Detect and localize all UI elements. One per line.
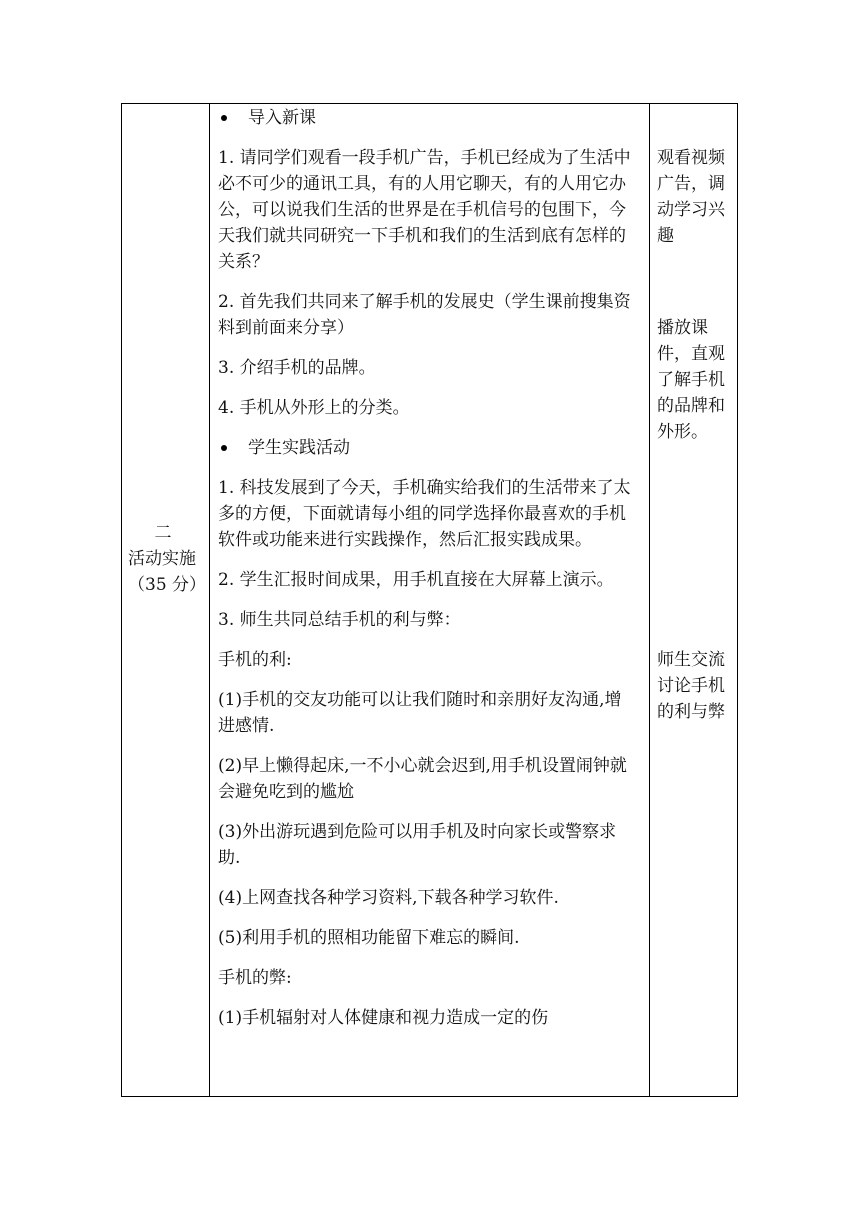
heading-text: 学生实践活动 xyxy=(248,438,350,458)
stage-column xyxy=(122,104,210,1096)
heading-text: 导入新课 xyxy=(248,108,316,128)
stage-duration: （35 分） xyxy=(128,575,207,595)
lesson-content xyxy=(218,105,638,1045)
paragraph-item-2: 2. 首先我们共同来了解手机的发展史（学生课前搜集资料到前面来分享） xyxy=(218,292,631,338)
stage-label xyxy=(128,520,206,598)
paragraph-item-4: 4. 手机从外形上的分类。 xyxy=(218,398,410,418)
bullet-icon xyxy=(221,115,227,121)
pros-item: (4)上网查找各种学习资料,下载各种学习软件. xyxy=(218,888,559,908)
cons-item: (1)手机辐射对人体健康和视力造成一定的伤 xyxy=(218,1008,549,1028)
pros-item: (2)早上懒得起床,一不小心就会迟到,用手机设置闹钟就会避免吃到的尴尬 xyxy=(218,756,627,802)
paragraph-activity-3: 3. 师生共同总结手机的利与弊： xyxy=(218,610,461,630)
paragraph-item-3: 3. 介绍手机的品牌。 xyxy=(218,358,376,378)
note-courseware: 播放课件，直观了解手机的品牌和外形。 xyxy=(657,318,725,442)
pros-item: (3)外出游玩遇到危险可以用手机及时向家长或警察求助. xyxy=(218,822,617,868)
pros-item: (5)利用手机的照相功能留下难忘的瞬间. xyxy=(218,928,520,948)
pros-item: (1)手机的交友功能可以让我们随时和亲朋好友沟通,增进感情. xyxy=(218,690,622,736)
lesson-plan-table xyxy=(121,103,738,1097)
paragraph-activity-2: 2. 学生汇报时间成果，用手机直接在大屏幕上演示。 xyxy=(218,570,614,590)
note-video: 观看视频广告，调动学习兴趣 xyxy=(657,148,725,246)
bullet-icon xyxy=(221,445,227,451)
paragraph-activity-1: 1. 科技发展到了今天，手机确实给我们的生活带来了太多的方便，下面就请每小组的同学选择你最喜欢的手机软件或功能来进行实践操作，然后汇报实践成果。 xyxy=(218,478,631,550)
content-column xyxy=(210,104,650,1096)
note-discussion: 师生交流讨论手机的利与弊 xyxy=(657,650,725,722)
section-heading-practice xyxy=(218,435,638,461)
stage-number: 二 xyxy=(154,523,172,543)
notes-column xyxy=(650,104,737,1096)
section-heading-intro xyxy=(218,105,638,131)
cons-title: 手机的弊: xyxy=(218,968,292,988)
stage-title: 活动实施 xyxy=(128,549,196,569)
paragraph-item-1: 1. 请同学们观看一段手机广告，手机已经成为了生活中必不可少的通讯工具，有的人用它聊天，有的人用它办公，可以说我们生活的世界是在手机信号的包围下，今天我们就共同研究一下手机和我们的生活到底有怎样的关系？ xyxy=(218,148,631,272)
pros-title: 手机的利: xyxy=(218,650,292,670)
